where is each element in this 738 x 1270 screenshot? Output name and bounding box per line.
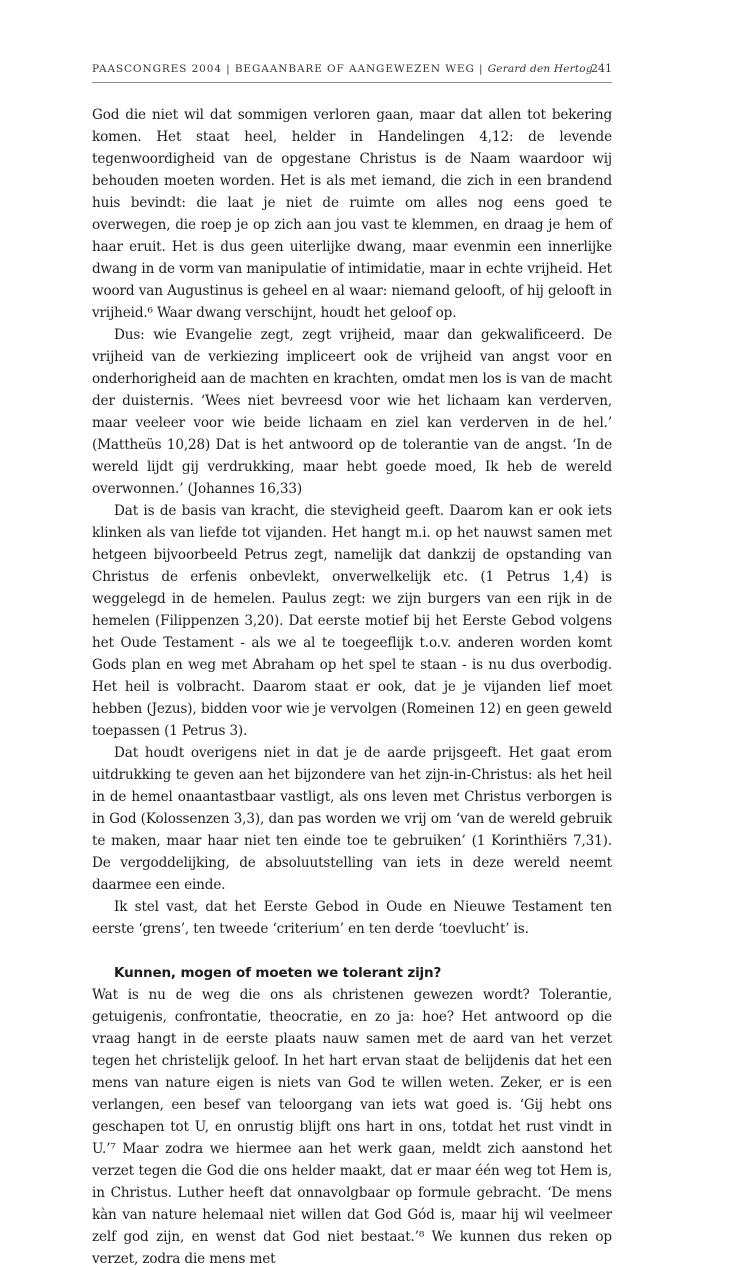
paragraph: God die niet wil dat sommigen verloren gaan, maar dat allen tot bekering komen. Het staat heel, helder in Handelingen 4,12: de levende tegenwoordigheid van de opgestane Christus is de Naam waardoor wij behouden moeten worden. Het is als met iemand, die zich in een brandend huis bevindt: die laat je niet de ruimte om alles nog eens goed te overwegen, die roep je op zich aan jou vast te klemmen, en draag je hem of haar eruit. Het is dus geen uiterlijke dwang, maar evenmin een innerlijke dwang in de vorm van manipulatie of intimidatie, maar in echte vrijheid. Het woord van Augustinus is geheel en al waar: niemand gelooft, of hij gelooft in vrijheid.⁶ Waar dwang verschijnt, houdt het geloof op. [92,107,612,321]
running-head-author: Gerard den Hertog [487,63,593,75]
page-number: 241 [591,62,612,75]
paragraph: Dus: wie Evangelie zegt, zegt vrijheid, maar dan gekwalificeerd. De vrijheid van de verkiezing impliceert ook de vrijheid van angst voor en onderhorigheid aan de machten en krachten, omdat men los is van de macht der duisternis. ‘Wees niet bevreesd voor wie het lichaam kan verderven, maar veeleer voor wie beide lichaam en ziel kan verderven in de hel.’ (Mattheüs 10,28) Dat is het antwoord op de tolerantie van de angst. ‘In de wereld lijdt gij verdrukking, maar hebt goede moed, Ik heb de wereld overwonnen.’ (Johannes 16,33) [92,327,612,497]
header-rule [92,82,612,83]
body-text [92,104,612,1270]
running-head [92,63,612,75]
paragraph: Dat is de basis van kracht, die stevigheid geeft. Daarom kan er ook iets klinken als van liefde tot vijanden. Het hangt m.i. op het nauwst samen met hetgeen bijvoorbeeld Petrus zegt, namelijk dat dankzij de opstanding van Christus de erfenis onbevlekt, onverwelkelijk etc. (1 Petrus 1,4) is weggelegd in de hemelen. Paulus zegt: we zijn burgers van een rijk in de hemelen (Filippenzen 3,20). Dat eerste motief bij het Eerste Gebod volgens het Oude Testament - als we al te toegeeflijk t.o.v. anderen worden komt Gods plan en weg met Abraham op het spel te staan - is nu dus overbodig. Het heil is volbracht. Daarom staat er ook, dat je je vijanden lief moet hebben (Jezus), bidden voor wie je vervolgen (Romeinen 12) en geen geweld toepassen (1 Petrus 3). [92,503,612,739]
paragraph: Dat houdt overigens niet in dat je de aarde prijsgeeft. Het gaat erom uitdrukking te geven aan het bijzondere van het zijn-in-Christus: als het heil in de hemel onaantastbaar vastligt, als ons leven met Christus verborgen is in God (Kolossenzen 3,3), dan pas worden we vrij om ‘van de wereld gebruik te maken, maar haar niet ten einde toe te gebruiken’ (1 Korinthiërs 7,31). De vergoddelijking, de absoluutstelling van iets in deze wereld neemt daarmee een einde. [92,745,612,893]
running-title: PAASCONGRES 2004 | BEGAANBARE OF AANGEWEZEN WEG | [92,63,484,75]
section-heading: Kunnen, mogen of moeten we tolerant zijn? [114,965,442,981]
paragraph: Ik stel vast, dat het Eerste Gebod in Oude en Nieuwe Testament ten eerste ‘grens’, ten tweede ‘criterium’ en ten derde ‘toevlucht’ is. [92,899,612,937]
paragraph: Wat is nu de weg die ons als christenen gewezen wordt? Tolerantie, getuigenis, confrontatie, theocratie, en zo ja: hoe? Het antwoord op die vraag hangt in de eerste plaats nauw samen met de aard van het verzet tegen het christelijk geloof. In het hart ervan staat de belijdenis dat het een mens van nature eigen is niets van God te willen weten. Zeker, er is een verlangen, een besef van teloorgang van iets wat goed is. ‘Gij hebt ons geschapen tot U, en onrustig blijft ons hart in ons, totdat het rust vindt in U.’⁷ Maar zodra we hiermee aan het werk gaan, meldt zich aanstond het verzet tegen die God die ons helder maakt, dat er maar één weg tot Hem is, in Christus. Luther heeft dat onnavolgbaar op formule gebracht. ‘De mens kàn van nature helemaal niet willen dat God Gód is, maar hij wil veelmeer zelf god zijn, en wenst dat God niet bestaat.’⁸ We kunnen dus reken op verzet, zodra die mens met [92,987,612,1267]
